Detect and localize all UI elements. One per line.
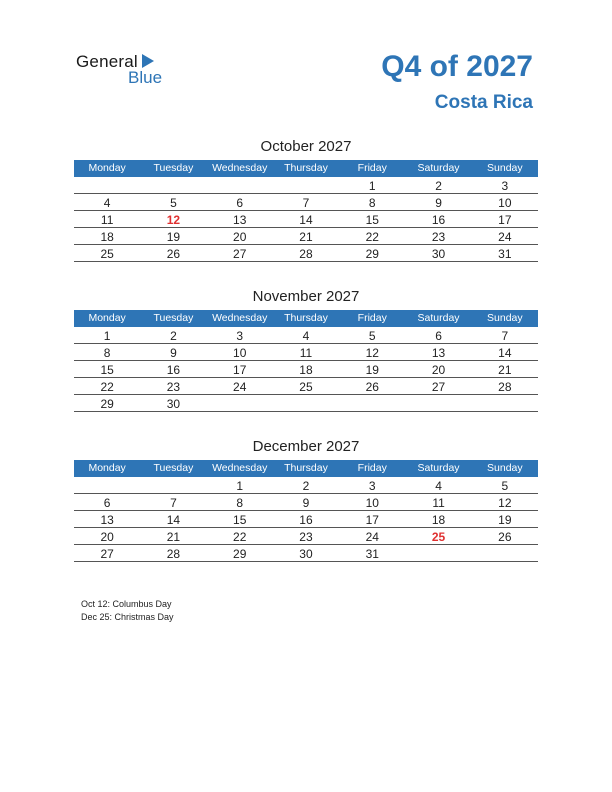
day-cell: 19 [166,230,181,244]
day-cell: 15 [100,363,114,377]
weekday-header [74,160,538,177]
page-title: Q4 of 2027 [381,50,533,83]
day-cell: 1 [368,179,376,193]
month-calendar [74,287,538,412]
week-row [74,528,538,545]
week-row [74,344,538,361]
day-cell: 3 [236,329,244,343]
day-cell: 18 [431,513,446,527]
day-cell: 9 [435,196,442,210]
day-cell [207,177,273,193]
day-cell: 20 [100,530,114,544]
day-cell: 22 [233,530,247,544]
day-cell: 6 [103,496,111,510]
day-cell: 20 [431,363,446,377]
holiday-note: Oct 12: Columbus Day [81,599,172,609]
day-cell: 23 [166,380,181,394]
day-cell [207,395,273,411]
week-row [74,194,538,211]
week-row [74,545,538,562]
week-row [74,361,538,378]
day-cell: 19 [365,363,379,377]
day-cell: 23 [431,230,446,244]
day-cell: 5 [501,479,509,493]
day-cell: 13 [431,346,446,360]
day-cell: 4 [103,196,111,210]
week-row [74,494,538,511]
logo-general-text: General [76,52,138,71]
day-cell [74,177,140,193]
day-cell: 17 [498,213,512,227]
weekday-label: Sunday [487,162,523,174]
week-row [74,245,538,262]
weekday-label: Saturday [417,162,460,174]
day-cell: 1 [236,479,244,493]
day-cell: 25 [431,530,446,544]
weekday-label: Saturday [417,462,460,474]
day-cell: 25 [299,380,313,394]
day-cell [74,477,140,493]
weekday-label: Thursday [284,312,328,324]
month-title: November 2027 [252,288,360,305]
day-cell: 6 [435,329,442,343]
day-cell [405,395,471,411]
month-calendar [74,137,538,262]
week-row [74,327,538,344]
day-cell: 13 [233,213,247,227]
day-cell: 1 [103,329,111,343]
weekday-label: Sunday [487,462,523,474]
day-cell: 16 [299,513,313,527]
day-cell: 6 [236,196,244,210]
day-cell: 5 [368,329,376,343]
day-cell: 9 [170,346,177,360]
day-cell: 11 [299,346,313,360]
week-row [74,211,538,228]
day-cell [339,395,405,411]
day-cell: 27 [233,247,247,261]
day-cell: 7 [501,329,509,343]
day-cell: 10 [233,346,247,360]
country-name: Costa Rica [434,92,533,113]
day-cell: 25 [100,247,114,261]
day-cell: 17 [233,363,247,377]
day-cell: 18 [299,363,313,377]
month-calendar [74,437,538,562]
day-cell: 12 [498,496,512,510]
day-cell: 14 [166,513,181,527]
holiday-note: Dec 25: Christmas Day [81,612,174,622]
day-cell: 29 [365,247,379,261]
day-cell: 16 [166,363,181,377]
day-cell: 11 [100,213,114,227]
week-row [74,177,538,194]
brand-logo [76,52,186,88]
day-cell: 2 [170,329,177,343]
day-cell: 8 [236,496,244,510]
day-cell: 26 [365,380,379,394]
day-cell [140,477,206,493]
day-cell: 28 [299,247,313,261]
holiday-notes [81,598,174,624]
day-cell [472,545,538,561]
weekday-label: Thursday [284,462,328,474]
weekday-label: Wednesday [212,312,268,324]
weekday-label: Tuesday [153,462,194,474]
weekday-label: Thursday [284,162,328,174]
weekday-label: Wednesday [212,162,268,174]
day-cell: 18 [100,230,114,244]
month-title: October 2027 [260,138,352,155]
weekday-header [74,460,538,477]
day-cell: 5 [170,196,177,210]
weekday-label: Friday [357,312,387,324]
day-cell [472,395,538,411]
day-cell: 4 [302,329,310,343]
day-cell: 26 [166,247,181,261]
day-cell: 8 [103,346,111,360]
day-cell: 21 [166,530,181,544]
day-cell: 4 [435,479,442,493]
day-cell [140,177,206,193]
day-cell: 15 [233,513,247,527]
day-cell: 30 [431,247,446,261]
day-cell: 9 [302,496,310,510]
day-cell [273,177,339,193]
day-cell: 2 [302,479,310,493]
day-cell: 24 [365,530,379,544]
weekday-header [74,310,538,327]
day-cell: 14 [498,346,512,360]
day-cell: 20 [233,230,247,244]
day-cell: 28 [166,547,181,561]
day-cell: 29 [233,547,247,561]
day-cell: 26 [498,530,512,544]
day-cell: 27 [431,380,446,394]
month-title: December 2027 [252,438,360,455]
day-cell: 11 [432,496,445,510]
day-cell: 29 [100,397,114,411]
day-cell: 13 [100,513,114,527]
day-cell: 31 [498,247,512,261]
weekday-label: Sunday [487,312,523,324]
weekday-label: Tuesday [153,312,194,324]
day-cell: 3 [501,179,509,193]
day-cell: 21 [299,230,313,244]
day-cell: 14 [299,213,313,227]
logo-flag-icon [142,54,154,68]
weekday-label: Friday [357,462,387,474]
weekday-label: Tuesday [153,162,194,174]
day-cell: 12 [365,346,379,360]
day-cell: 24 [233,380,247,394]
week-row [74,511,538,528]
day-cell: 15 [365,213,379,227]
day-cell: 17 [365,513,379,527]
day-cell: 10 [365,496,379,510]
day-cell: 28 [498,380,512,394]
week-row [74,477,538,494]
day-cell: 22 [100,380,114,394]
day-cell: 22 [365,230,379,244]
day-cell: 3 [368,479,376,493]
day-cell: 24 [498,230,512,244]
logo-blue-text: Blue [128,68,163,87]
day-cell: 30 [299,547,313,561]
weekday-label: Wednesday [212,462,268,474]
day-cell: 16 [431,213,446,227]
weekday-label: Saturday [417,312,460,324]
day-cell [273,395,339,411]
day-cell: 27 [100,547,114,561]
week-row [74,228,538,245]
day-cell: 8 [368,196,376,210]
day-cell: 7 [302,196,310,210]
day-cell: 30 [166,397,181,411]
weekday-label: Monday [88,162,126,174]
day-cell: 21 [498,363,512,377]
week-row [74,378,538,395]
day-cell: 7 [170,496,177,510]
weekday-label: Monday [88,312,126,324]
day-cell: 2 [435,179,442,193]
week-row [74,395,538,412]
day-cell: 23 [299,530,313,544]
day-cell: 12 [166,213,181,227]
day-cell: 31 [365,547,379,561]
day-cell: 10 [498,196,512,210]
weekday-label: Friday [357,162,387,174]
day-cell: 19 [498,513,512,527]
day-cell [405,545,471,561]
weekday-label: Monday [88,462,126,474]
